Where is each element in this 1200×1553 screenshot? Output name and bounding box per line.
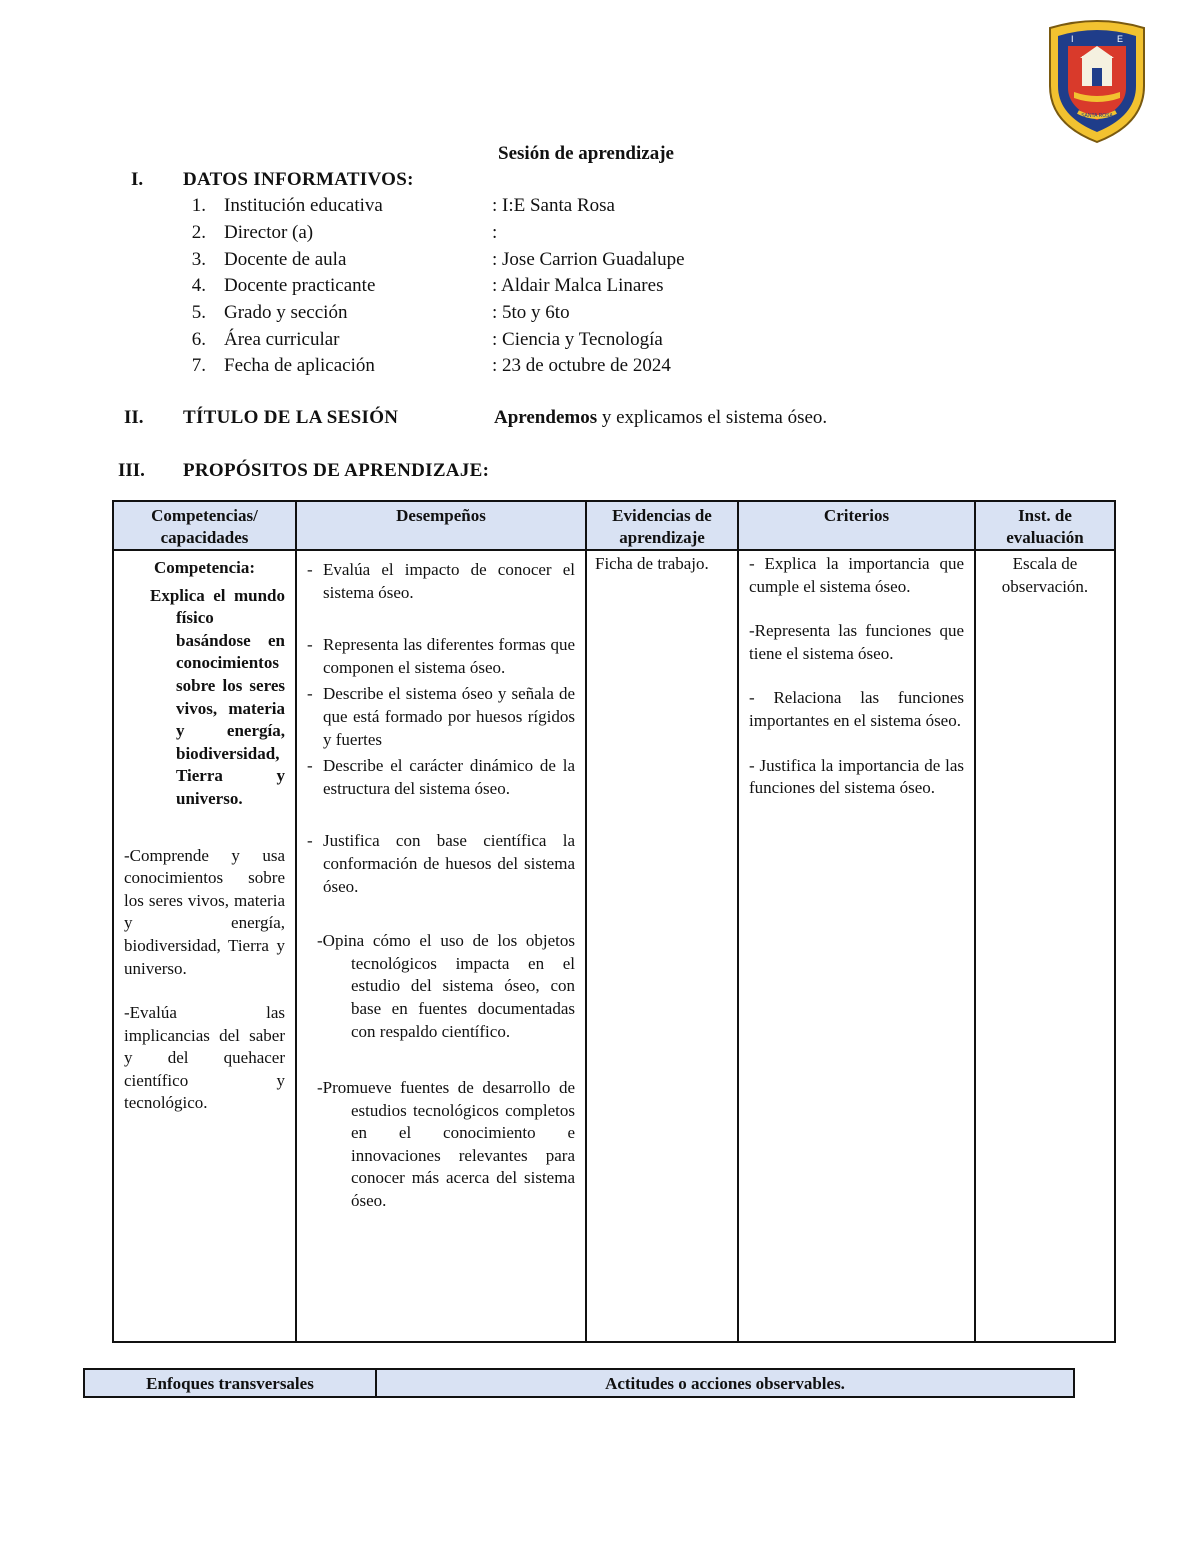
criterio-item: - Justifica la importancia de las funciones del sistema óseo. — [749, 755, 964, 798]
info-number: 7. — [191, 355, 206, 376]
competencia-label: Competencia: — [153, 558, 256, 577]
desempeno-text: Describe el carácter dinámico de la estructura del sistema óseo. — [323, 756, 575, 798]
section-3-number: III. — [118, 460, 145, 481]
crest-letter-e: E — [1117, 34, 1124, 44]
desempeno-text: Representa las diferentes formas que componen el sistema óseo. — [323, 635, 575, 677]
info-label: Docente de aula — [224, 249, 347, 270]
info-label: Área curricular — [224, 329, 340, 350]
competencia-text: Explica el mundo físico basándose en conocimientos sobre los seres vivos, materia y energía, biodiversidad, Tierra y universo. — [150, 585, 285, 808]
desempeno-item: - Representa las diferentes formas que componen el sistema óseo. — [307, 634, 575, 679]
header-enfoques: Enfoques transversales — [84, 1369, 376, 1397]
crest-banner: SANTA ROSA — [1081, 113, 1113, 119]
info-number: 4. — [191, 275, 206, 296]
criterio-item: - Relaciona las funciones importantes en el sistema óseo. — [749, 688, 964, 730]
section-2-number: II. — [124, 407, 144, 428]
document-title: Sesión de aprendizaje — [498, 143, 674, 164]
desempeno-text: Justifica con base científica la conformación de huesos del sistema óseo. — [323, 831, 575, 896]
info-label: Fecha de aplicación — [224, 355, 375, 376]
desempeno-text: Evalúa el impacto de conocer el sistema óseo. — [323, 560, 575, 602]
info-number: 1. — [191, 195, 206, 216]
info-label: Director (a) — [224, 222, 314, 243]
desempeno-item: - Describe el sistema óseo y señala de que está formado por huesos rígidos y fuertes — [307, 683, 575, 751]
criterio-item: -Representa las funciones que tiene el sistema óseo. — [749, 621, 964, 663]
crest-letter-i: I — [1071, 34, 1074, 44]
session-title-rest: y explicamos el sistema óseo. — [597, 407, 828, 428]
enfoques-header-row — [84, 1369, 1074, 1397]
evidencia-text: Ficha de trabajo. — [595, 554, 709, 573]
header-instrumento: Inst. de evaluación — [975, 501, 1115, 550]
header-competencias: Competencias/ capacidades — [113, 501, 296, 550]
enfoques-table — [83, 1368, 1075, 1398]
section-1-title: DATOS INFORMATIVOS: — [183, 169, 414, 190]
capacidad-item: -Comprende y usa conocimientos sobre los seres vivos, materia y energía, biodiversidad, Tierra y universo. — [124, 845, 285, 978]
instrumento-cell — [975, 550, 1115, 1342]
school-crest-logo — [1044, 16, 1150, 144]
info-number: 5. — [191, 302, 206, 323]
desempeno-text: Describe el sistema óseo y señala de que está formado por huesos rígidos y fuertes — [323, 684, 575, 749]
session-title-value — [494, 407, 827, 429]
session-title-bold: Aprendemos — [494, 407, 598, 428]
desempenos-cell — [296, 550, 586, 1342]
desempeno-item: - Evalúa el impacto de conocer el sistema óseo. — [307, 559, 575, 604]
desempeno-item: - Describe el carácter dinámico de la estructura del sistema óseo. — [307, 755, 575, 800]
info-value: : 23 de octubre de 2024 — [492, 355, 671, 376]
info-value: : Ciencia y Tecnología — [492, 329, 663, 350]
desempeno-item: -Promueve fuentes de desarrollo de estudios tecnológicos completos en el conocimiento e innovaciones relevantes para conocer más acerca del sistema óseo. — [317, 1078, 575, 1211]
header-criterios: Criterios — [738, 501, 975, 550]
info-value: : — [492, 222, 498, 243]
info-value: : Jose Carrion Guadalupe — [492, 249, 685, 270]
info-value: : Aldair Malca Linares — [492, 275, 664, 296]
evidencias-cell — [586, 550, 738, 1342]
header-actitudes: Actitudes o acciones observables. — [376, 1369, 1074, 1397]
section-3-title: PROPÓSITOS DE APRENDIZAJE: — [183, 460, 490, 481]
desempeno-item: -Opina cómo el uso de los objetos tecnológicos impacta en el estudio del sistema óseo, con base en fuentes documentadas con respaldo científico. — [317, 931, 575, 1041]
info-value: : I:E Santa Rosa — [492, 195, 615, 216]
desempeno-item: - Justifica con base científica la conformación de huesos del sistema óseo. — [307, 830, 575, 898]
section-2-title: TÍTULO DE LA SESIÓN — [183, 407, 399, 428]
info-label: Grado y sección — [224, 302, 348, 323]
table-header-row — [113, 501, 1115, 550]
learning-purposes-table — [112, 500, 1116, 1343]
criterios-cell — [738, 550, 975, 1342]
info-number: 6. — [191, 329, 206, 350]
criterio-item: - Explica la importancia que cumple el sistema óseo. — [749, 554, 964, 596]
header-desempenos: Desempeños — [296, 501, 586, 550]
info-label: Institución educativa — [224, 195, 383, 216]
info-label: Docente practicante — [224, 275, 376, 296]
header-evidencias: Evidencias de aprendizaje — [586, 501, 738, 550]
section-1-number: I. — [131, 169, 144, 190]
capacidad-item: -Evalúa las implicancias del saber y del quehacer científico y tecnológico. — [124, 1003, 285, 1113]
instrumento-text: Escala de observación. — [1001, 554, 1089, 596]
table-row — [113, 550, 1115, 1342]
info-number: 2. — [191, 222, 206, 243]
info-value: : 5to y 6to — [492, 302, 570, 323]
competencias-cell — [113, 550, 296, 1342]
info-number: 3. — [191, 249, 206, 270]
